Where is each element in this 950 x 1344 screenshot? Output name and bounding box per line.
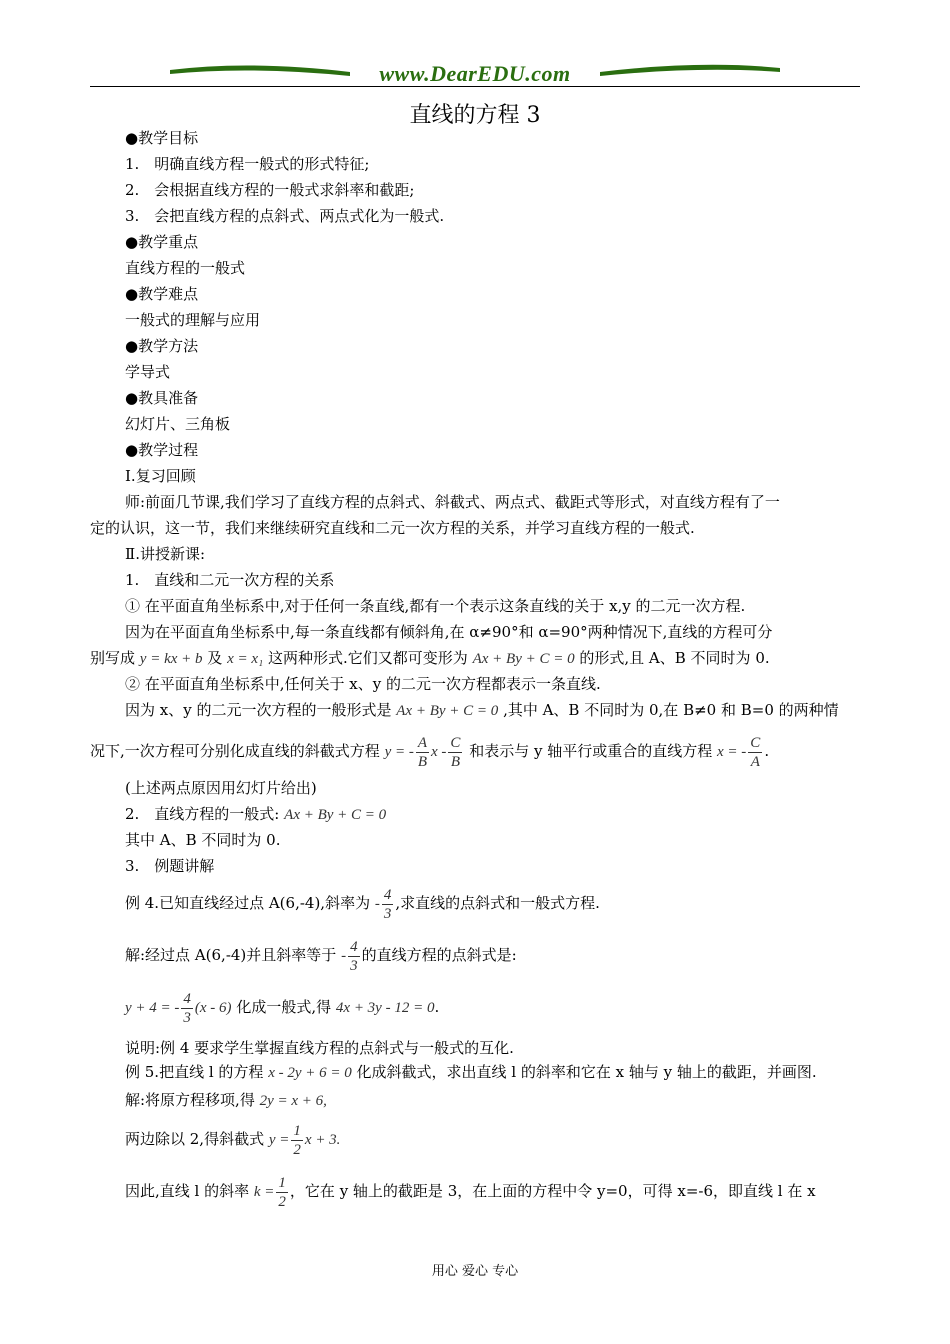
fraction-a-over-b: $\frac{A}{B}$ [417,734,428,770]
text-segment: 别写成 [90,649,136,667]
example-5-equation: x - 2y + 6 = 0 [268,1065,352,1081]
general-form-equation: Ax + By + C = 0 [472,651,575,667]
moved-equation: 2y = x + 6, [259,1093,327,1109]
fraction-1-over-2: $\frac{1}{2}$ [293,1122,301,1158]
example-4-statement [125,880,600,927]
slope-form-lhs: y = [268,1132,290,1148]
slope-k-lhs: k = [253,1184,275,1200]
text-segment: ，它在 y 轴上的截距是 3，在上面的方程中令 y=0，可得 x=-6，即直线 l 在 x [289,1182,816,1200]
minus-sign: - [341,948,347,964]
minus-sign: - [374,896,380,912]
text-segment: 化成斜截式，求出直线 l 的斜率和它在 x 轴与 y 轴上的截距，并画图. [356,1063,817,1081]
fraction-c-over-a: $\frac{C}{A}$ [750,734,761,770]
review-title: Ⅰ.复习回顾 [125,467,196,485]
method-heading: ●教学方法 [125,337,199,355]
example-4-general-equation: 4x + 3y - 12 = 0 [335,1000,435,1016]
objective-item-2: 2. 会根据直线方程的一般式求斜率和截距; [125,181,415,199]
section-1-title: 1. 直线和二元一次方程的关系 [125,571,335,589]
section-2-title [125,804,386,825]
text-segment: 这两种形式.它们又都可变形为 [268,649,468,667]
text-segment: 的直线方程的点斜式是: [361,946,517,964]
vertical-form-lhs: x = - [717,744,747,760]
text-segment: 例 4.已知直线经过点 A(6,-4),斜率为 [125,894,371,912]
text-segment: 解:将原方程移项,得 [125,1091,255,1109]
fraction-4-over-3: $\frac{4}{3}$ [183,990,191,1026]
slope-form-lhs: y = - [384,744,414,760]
slope-form-mid: x - [431,744,447,760]
focus-text: 直线方程的一般式 [125,259,246,277]
point-slope-lhs: y + 4 = - [125,1000,180,1016]
solution-5-step-3 [125,1168,816,1215]
solution-4-intro [125,932,517,979]
objective-item-1: 1. 明确直线方程一般式的形式特征; [125,155,370,173]
slope-intercept-equation: y = kx + b [139,651,203,667]
new-lesson-title: Ⅱ.讲授新课: [125,545,206,563]
objectives-heading: ●教学目标 [125,129,199,147]
text-segment: 因为 x、y 的二元一次方程的一般形式是 [125,701,392,719]
text-segment: 例 5.把直线 l 的方程 [125,1063,264,1081]
text-segment: 两边除以 2,得斜截式 [125,1130,265,1148]
example-5-statement [125,1062,817,1083]
slope-form-rhs: x + 3. [304,1132,341,1148]
solution-5-step-1 [125,1090,327,1111]
text-segment: 及 [207,649,223,667]
section-1-point-b-line-1: 因为在平面直角坐标系中,每一条直线都有倾斜角,在 α≠90°和 α=90°两种情况下,直线的方程可分 [125,623,773,641]
text-segment: ,其中 A、B 不同时为 0,在 B≠0 和 B=0 的两种情 [503,701,839,719]
text-segment: 2. 直线方程的一般式: [125,805,280,823]
focus-heading: ●教学重点 [125,233,199,251]
slides-note: (上述两点原因用幻灯片给出) [125,779,317,797]
tools-heading: ●教具准备 [125,389,199,407]
site-url: www.DearEDU.com [379,61,571,86]
general-form-equation: Ax + By + C = 0 [284,807,387,823]
fraction-4-over-3: $\frac{4}{3}$ [383,886,392,922]
example-4-note: 说明:例 4 要求学生掌握直线方程的点斜式与一般式的互化. [125,1039,514,1057]
section-1-point-b-line-2 [90,648,770,669]
difficulty-text: 一般式的理解与应用 [125,311,261,329]
solution-4-equation: y + 4 = - $\frac{4}{3}$ (x - 6) 化成一般式,得 4x + 3y - 12 = 0. [125,990,440,1026]
text-segment: 化成一般式,得 [236,998,332,1016]
difficulty-heading: ●教学难点 [125,285,199,303]
general-form-equation: Ax + By + C = 0 [396,703,499,719]
tools-text: 幻灯片、三角板 [125,415,231,433]
section-1-point-a: ① 在平面直角坐标系中,对于任何一条直线,都有一个表示这条直线的关于 x,y 的二元一次方程. [125,597,746,615]
point-slope-rhs: (x - 6) [194,1000,232,1016]
text-segment: 况下,一次方程可分别化成直线的斜截式方程 [90,742,380,760]
section-1-point-d-line-2: 况下,一次方程可分别化成直线的斜截式方程 y = - $\frac{A}{B}$ x - $\frac{C}{B}$ 和表示与 y 轴平行或重合的直线方程 x = - $\frac{C}{A}$ . [90,734,770,770]
review-paragraph-line-1: 师:前面几节课,我们学习了直线方程的点斜式、斜截式、两点式、截距式等形式，对直线方程有了一 [125,493,780,511]
text-segment: 和表示与 y 轴平行或重合的直线方程 [469,742,713,760]
fraction-1-over-2: $\frac{1}{2}$ [278,1174,286,1210]
site-banner [160,56,790,90]
review-paragraph-line-2: 定的认识，这一节，我们来继续研究直线和二元一次方程的关系，并学习直线方程的一般式. [90,519,695,537]
text-segment: 解:经过点 A(6,-4)并且斜率等于 [125,946,337,964]
page-title: 直线的方程 3 [409,103,541,128]
header-rule [90,86,860,87]
text-segment: ,求直线的点斜式和一般式方程. [395,894,600,912]
fraction-4-over-3: $\frac{4}{3}$ [350,938,358,974]
section-1-point-d-line-1 [125,700,839,721]
process-heading: ●教学过程 [125,441,199,459]
section-2-note: 其中 A、B 不同时为 0. [125,831,281,849]
solution-5-step-2 [125,1116,340,1163]
fraction-c-over-b: $\frac{C}{B}$ [450,734,461,770]
page-footer: 用心 爱心 专心 [431,1264,519,1279]
section-3-title: 3. 例题讲解 [125,857,215,875]
text-segment: 因此,直线 l 的斜率 [125,1182,250,1200]
vertical-line-equation: x = x₁ [227,651,264,667]
objective-item-3: 3. 会把直线方程的点斜式、两点式化为一般式. [125,207,445,225]
method-text: 学导式 [125,363,171,381]
section-1-point-c: ② 在平面直角坐标系中,任何关于 x、y 的二元一次方程都表示一条直线. [125,675,601,693]
text-segment: 的形式,且 A、B 不同时为 0. [579,649,770,667]
